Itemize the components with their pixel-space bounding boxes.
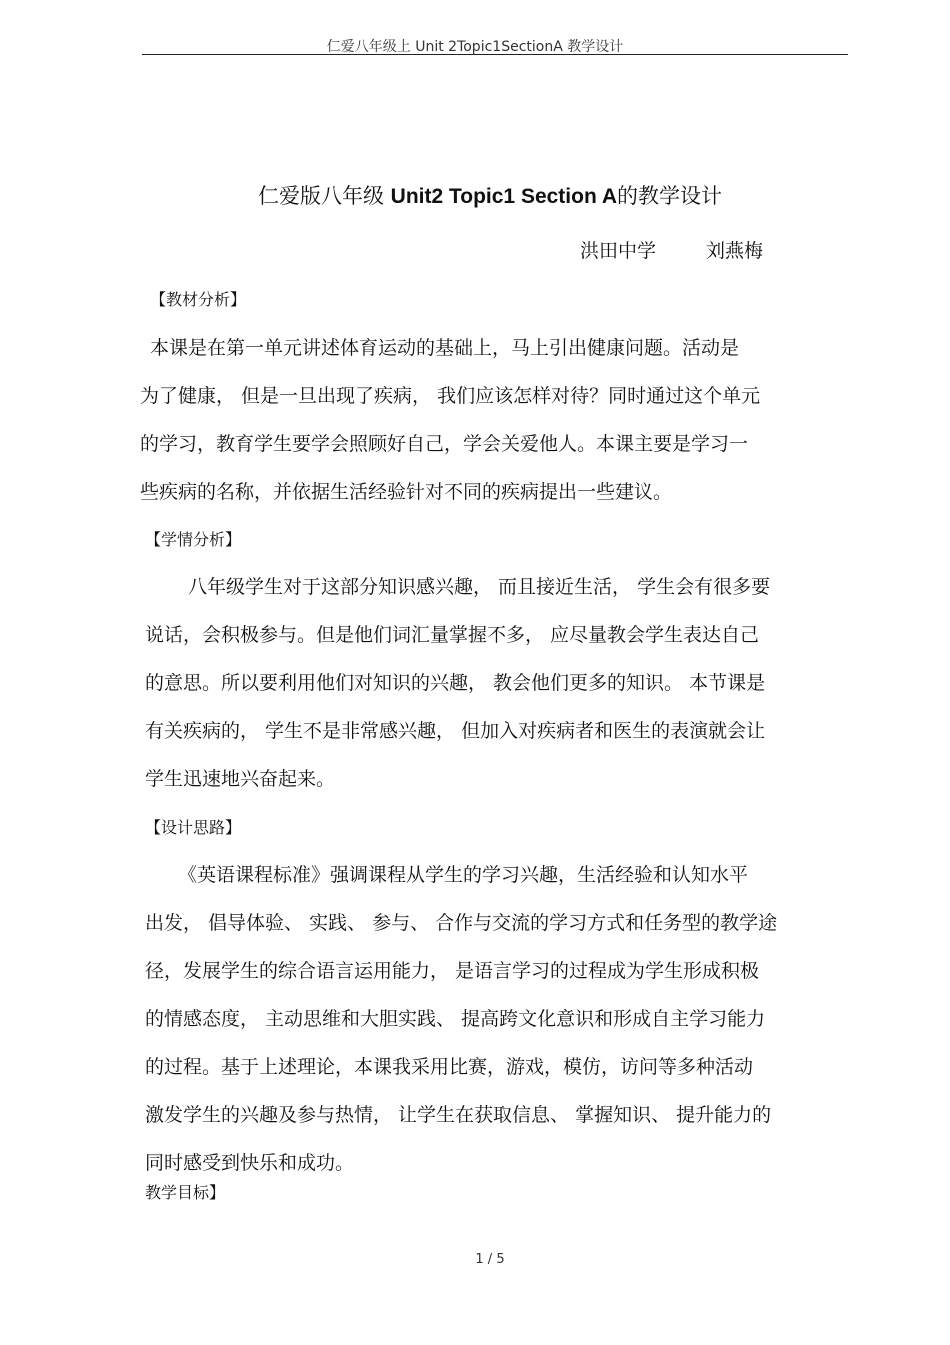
paragraph-line: 的情感态度， 主动思维和大胆实践、 提高跨文化意识和形成自主学习能力 (145, 1008, 766, 1030)
paragraph-line: 的学习，教育学生要学会照顾好自己，学会关爱他人。本课主要是学习一 (140, 433, 749, 455)
paragraph-line: 激发学生的兴趣及参与热情， 让学生在获取信息、 掌握知识、 提升能力的 (145, 1104, 772, 1126)
title-suffix: 的教学设计 (617, 184, 723, 208)
paragraph-line: 径，发展学生的综合语言运用能力， 是语言学习的过程成为学生形成积极 (145, 960, 760, 982)
document-title (0, 180, 950, 210)
page-number: 1 / 5 (475, 1252, 505, 1267)
paragraph-line: 为了健康， 但是一旦出现了疾病， 我们应该怎样对待？同时通过这个单元 (140, 385, 761, 407)
section-heading-student: 【学情分析】 (145, 530, 242, 549)
paragraph-line: 学生迅速地兴奋起来。 (145, 768, 336, 790)
section-heading-goals: 教学目标】 (145, 1183, 226, 1202)
paragraph-line: 八年级学生对于这部分知识感兴趣， 而且接近生活， 学生会有很多要 (188, 576, 771, 598)
author-line (580, 236, 763, 263)
paragraph-line: 同时感受到快乐和成功。 (145, 1152, 355, 1174)
paragraph-line: 说话，会积极参与。但是他们词汇量掌握不多， 应尽量教会学生表达自己 (145, 624, 760, 646)
paragraph-line: 的意思。所以要利用他们对知识的兴趣， 教会他们更多的知识。 本节课是 (145, 672, 766, 694)
running-header: 仁爱八年级上 Unit 2Topic1SectionA 教学设计 (326, 39, 624, 55)
paragraph-line: 本课是在第一单元讲述体育运动的基础上，马上引出健康问题。活动是 (150, 337, 740, 359)
paragraph-line: 有关疾病的， 学生不是非常感兴趣， 但加入对疾病者和医生的表演就会让 (145, 720, 766, 742)
header-divider (142, 54, 848, 55)
section-heading-design: 【设计思路】 (145, 818, 242, 837)
paragraph-line: 《英语课程标准》强调课程从学生的学习兴趣，生活经验和认知水平 (178, 864, 749, 886)
section-heading-material: 【教材分析】 (150, 290, 247, 309)
title-prefix: 仁爱版八年级 (257, 184, 391, 208)
paragraph-line: 的过程。基于上述理论，本课我采用比赛，游戏，模仿，访问等多种活动 (145, 1056, 754, 1078)
title-unit: Unit2 Topic1 Section A (390, 185, 618, 208)
author-name: 刘燕梅 (706, 240, 764, 262)
paragraph-line: 些疾病的名称，并依据生活经验针对不同的疾病提出一些建议。 (140, 481, 673, 503)
author-school: 洪田中学 (580, 240, 657, 262)
paragraph-line: 出发， 倡导体验、 实践、 参与、 合作与交流的学习方式和任务型的教学途 (145, 912, 778, 934)
